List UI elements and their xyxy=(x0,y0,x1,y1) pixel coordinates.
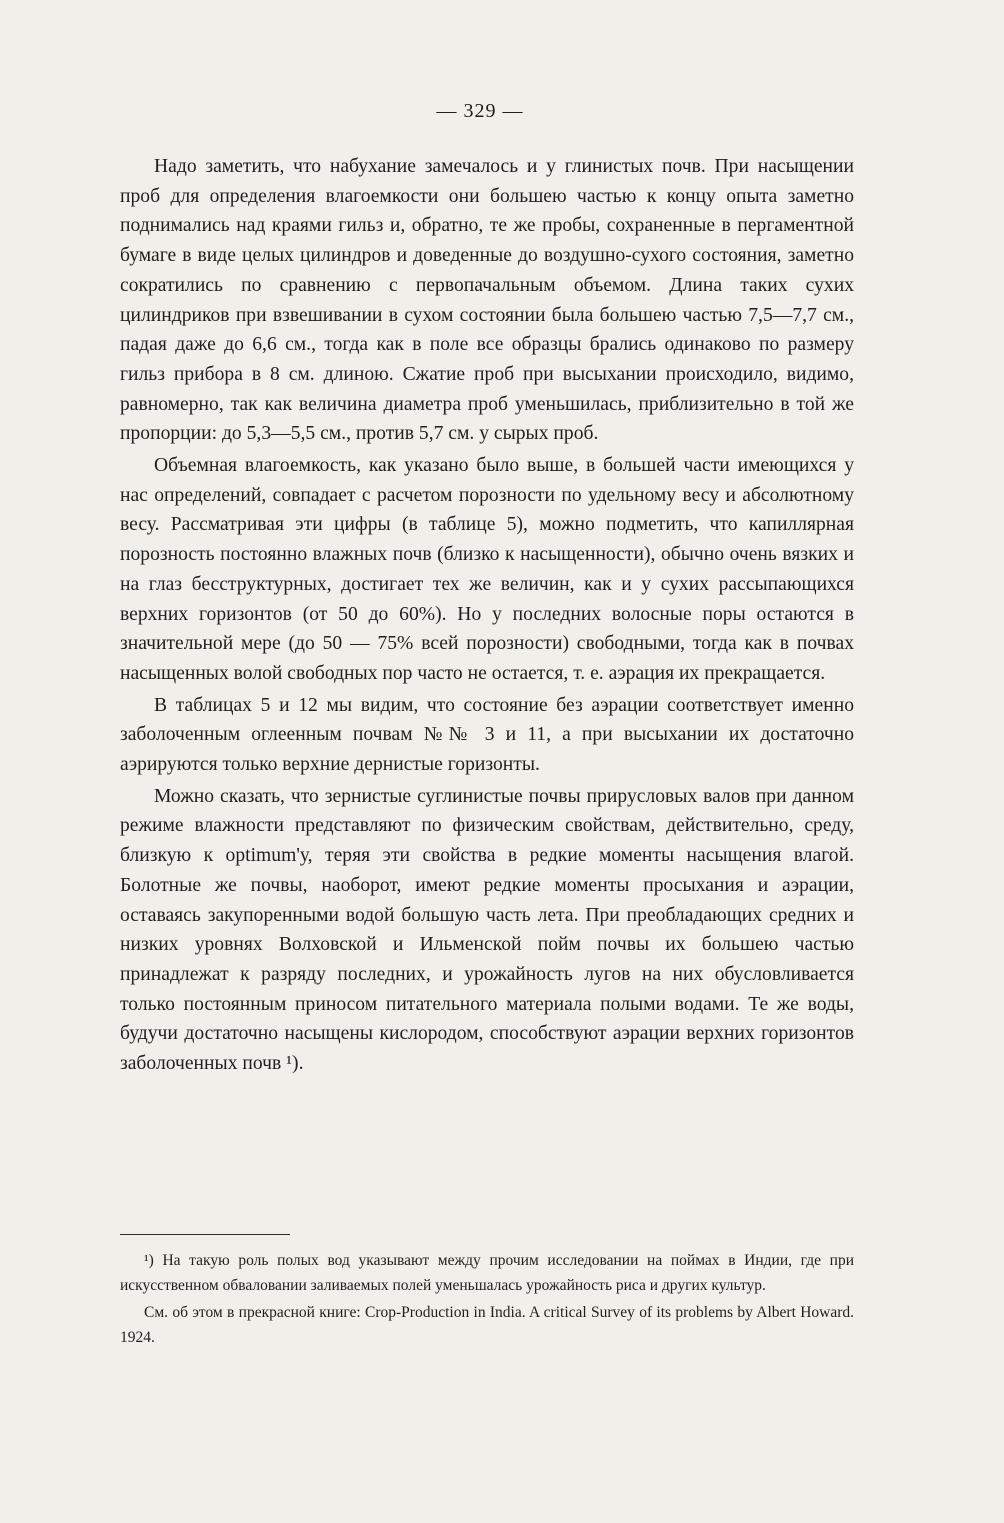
footnote-divider xyxy=(120,1234,290,1235)
footnote: ¹) На такую роль полых вод указывают между прочим исследовании на поймах в Индии, где при искусственном обваловании заливаемых полей уменьшалась урожайность риса и других культур. xyxy=(120,1252,854,1294)
paragraph: Можно сказать, что зернистые суглинистые почвы прирусловых валов при данном режиме влажности представляют по физическим свойствам, действительно, среду, близкую к optimum'у, теряя эти свойства в редкие моменты насыщения влагой. Болотные же почвы, наоборот, имеют редкие моменты просыхания и аэрации, оставаясь закупоренными водой большую часть лета. При преобладающих средних и низких уровнях Волховской и Ильменской пойм почвы их большею частью принадлежат к разряду последних, и урожайность лугов на них обусловливается только постоянным приносом питательного материала полыми водами. Те же воды, будучи достаточно насыщены кислородом, способствуют аэрации верхних горизонтов заболоченных почв ¹). xyxy=(120,785,854,1075)
page-number: — 329 — xyxy=(436,100,524,122)
body-text xyxy=(120,152,854,1079)
footnotes xyxy=(120,1248,854,1350)
paragraph: Надо заметить, что набухание замечалось и у глинистых почв. При насыщении проб для определения влагоемкости они большею частью к концу опыта заметно поднимались над краями гильз и, обратно, те же пробы, сохраненные в пергаментной бумаге в виде целых цилиндров и доведенные до воздушно-сухого состояния, заметно сократились по сравнению с первопачальным объемом. Длина таких сухих цилиндриков при взвешивании в сухом состоянии была большею частью 7,5—7,7 см., падая даже до 6,6 см., тогда как в поле все образцы брались одинаково по размеру гильз прибора в 8 см. длиною. Сжатие проб при высыхании происходило, видимо, равномерно, так как величина диаметра проб уменьшилась, приблизительно в той же пропорции: до 5,3—5,5 см., против 5,7 см. у сырых проб. xyxy=(120,156,854,445)
footnote-reference: См. об этом в прекрасной книге: Crop-Production in India. A critical Survey of its problems by Albert Howard. 1924. xyxy=(120,1304,854,1346)
paragraph: В таблицах 5 и 12 мы видим, что состояние без аэрации соответствует именно заболоченным оглеенным почвам №№ 3 и 11, а при высыхании их достаточно аэрируются только верхние дернистые горизонты. xyxy=(120,694,854,776)
paragraph: Объемная влагоемкость, как указано было выше, в большей части имеющихся у нас определений, совпадает с расчетом порозности по удельному весу и абсолютному весу. Рассматривая эти цифры (в таблице 5), можно подметить, что капиллярная порозность постоянно влажных почв (близко к насыщенности), обычно очень вязких и на глаз бесструктурных, достигает тех же величин, как и у сухих рассыпающихся верхних горизонтов (от 50 до 60%). Но у последних волосные поры остаются в значительной мере (до 50 — 75% всей порозности) свободными, тогда как в почвах насыщенных волой свободных пор часто не остается, т. е. аэрация их прекращается. xyxy=(120,455,854,684)
